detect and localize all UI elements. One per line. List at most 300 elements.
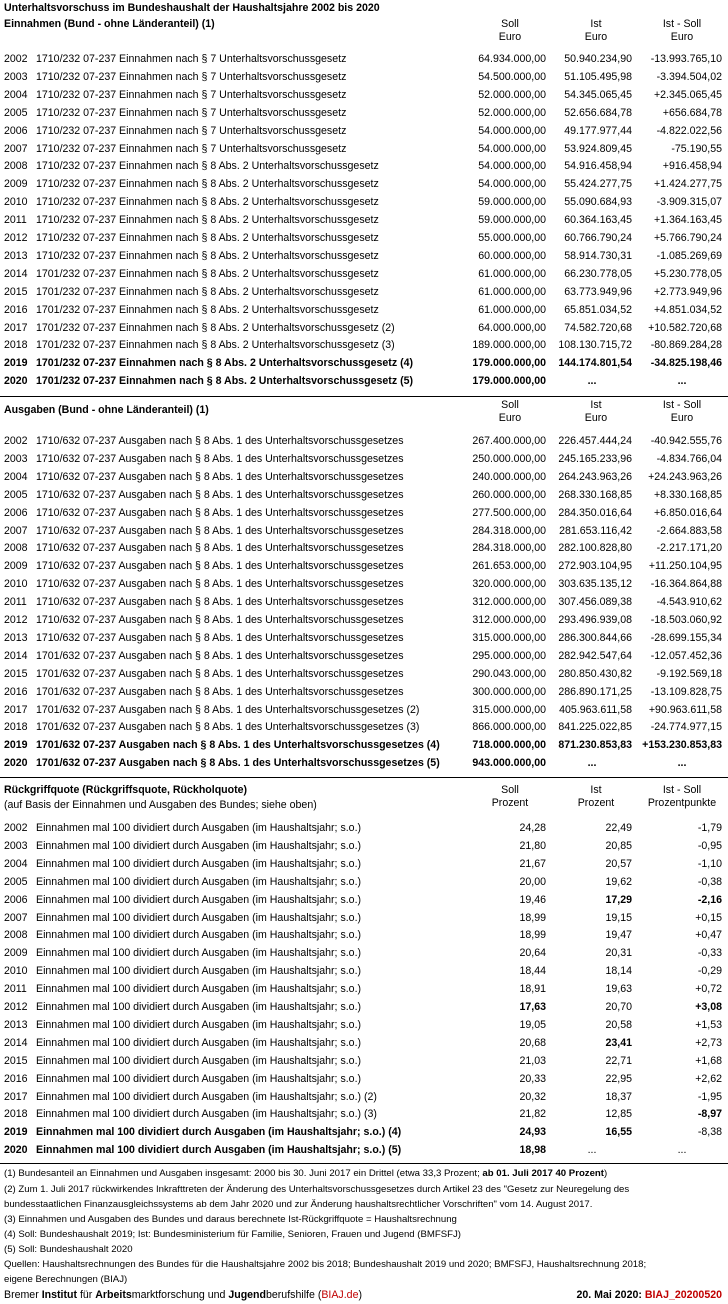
row-soll: 260.000.000,00 xyxy=(472,488,546,501)
row-year: 2010 xyxy=(4,578,28,591)
row-year: 2018 xyxy=(4,339,28,352)
row-year: 2013 xyxy=(4,1018,28,1031)
row-diff: +0,47 xyxy=(695,929,722,942)
row-soll: 17,63 xyxy=(519,1001,546,1013)
row-year: 2017 xyxy=(4,703,28,716)
column-header: Soll xyxy=(501,399,519,411)
row-year: 2005 xyxy=(4,106,28,119)
row-diff: -1.085.269,69 xyxy=(656,249,722,262)
row-year: 2015 xyxy=(4,667,28,680)
row-ist: 50.940.234,90 xyxy=(564,53,632,65)
row-ist: 16,55 xyxy=(605,1126,632,1139)
row-label: 1710/632 07-237 Ausgaben nach § 8 Abs. 1 des Unterhaltsvorschussgesetzes xyxy=(36,578,404,591)
row-diff: ... xyxy=(677,757,687,770)
row-ist: 19,47 xyxy=(605,929,632,942)
row-ist: 60.766.790,24 xyxy=(564,232,632,244)
row-diff: +1.424.277,75 xyxy=(653,178,722,191)
column-header-unit: Euro xyxy=(584,31,608,43)
row-year: 2002 xyxy=(4,53,28,65)
footer-date: 20. Mai 2020: BIAJ_20200520 xyxy=(576,1289,722,1301)
row-year: 2008 xyxy=(4,929,28,942)
row-diff: -40.942.555,76 xyxy=(650,435,722,447)
row-diff: +1.364.163,45 xyxy=(653,214,722,227)
row-year: 2020 xyxy=(4,757,28,770)
row-soll: 18,44 xyxy=(519,965,546,978)
row-year: 2011 xyxy=(4,983,27,996)
row-diff: +1,68 xyxy=(695,1054,722,1067)
row-ist: 52.656.684,78 xyxy=(564,106,632,119)
row-soll: 60.000.000,00 xyxy=(478,249,546,262)
row-soll: 18,98 xyxy=(519,1144,546,1157)
row-ist: 66.230.778,05 xyxy=(564,267,632,280)
row-diff: +2.345.065,45 xyxy=(653,88,722,101)
row-ist: 58.914.730,31 xyxy=(564,249,632,262)
row-soll: 866.000.000,00 xyxy=(472,721,546,734)
row-label: 1701/232 07-237 Einnahmen nach § 8 Abs. 2 Unterhaltsvorschussgesetz (3) xyxy=(36,339,395,352)
row-year: 2009 xyxy=(4,947,28,960)
row-diff: -2,16 xyxy=(697,893,722,906)
row-label: 1710/632 07-237 Ausgaben nach § 8 Abs. 1 des Unterhaltsvorschussgesetzes xyxy=(36,506,404,519)
row-soll: 20,64 xyxy=(519,947,546,960)
row-year: 2012 xyxy=(4,1001,28,1013)
row-year: 2004 xyxy=(4,857,28,870)
row-label: 1701/632 07-237 Ausgaben nach § 8 Abs. 1 des Unterhaltsvorschussgesetzes xyxy=(36,667,404,680)
row-year: 2003 xyxy=(4,452,28,465)
row-soll: 59.000.000,00 xyxy=(478,214,546,227)
row-diff: +656.684,78 xyxy=(662,106,722,119)
row-diff: -13.993.765,10 xyxy=(650,53,722,65)
row-year: 2008 xyxy=(4,160,28,173)
row-diff: -3.909.315,07 xyxy=(656,196,722,209)
row-soll: 61.000.000,00 xyxy=(478,285,546,298)
row-year: 2012 xyxy=(4,614,28,626)
row-year: 2004 xyxy=(4,88,28,101)
row-soll: 24,28 xyxy=(519,822,546,834)
row-diff: -34.825.198,46 xyxy=(650,357,722,370)
column-header-unit: Prozentpunkte xyxy=(647,797,717,809)
row-label: 1710/232 07-237 Einnahmen nach § 7 Unterhaltsvorschussgesetz xyxy=(36,53,347,65)
row-label: 1710/632 07-237 Ausgaben nach § 8 Abs. 1 des Unterhaltsvorschussgesetzes xyxy=(36,488,404,501)
row-ist: 18,37 xyxy=(605,1090,632,1103)
row-ist: 55.090.684,93 xyxy=(564,196,632,209)
row-ist: 282.100.828,80 xyxy=(558,542,632,555)
row-diff: -1,79 xyxy=(697,822,722,834)
row-ist: 17,29 xyxy=(605,893,632,906)
row-label: 1701/232 07-237 Einnahmen nach § 8 Abs. 2 Unterhaltsvorschussgesetz (4) xyxy=(36,357,414,370)
row-ist: 19,15 xyxy=(605,911,632,924)
row-year: 2003 xyxy=(4,839,28,852)
row-ist: ... xyxy=(587,375,597,388)
row-label: Einnahmen mal 100 dividiert durch Ausgaben (im Haushaltsjahr; s.o.) xyxy=(36,965,362,978)
row-label: 1710/632 07-237 Ausgaben nach § 8 Abs. 1 des Unterhaltsvorschussgesetzes xyxy=(36,631,404,644)
row-label: 1701/232 07-237 Einnahmen nach § 8 Abs. 2 Unterhaltsvorschussgesetz (5) xyxy=(36,375,414,388)
row-soll: 24,93 xyxy=(519,1126,546,1139)
row-ist: 54.916.458,94 xyxy=(564,160,632,173)
row-label: 1710/232 07-237 Einnahmen nach § 8 Abs. 2 Unterhaltsvorschussgesetz xyxy=(36,249,379,262)
row-soll: 240.000.000,00 xyxy=(472,470,546,483)
row-soll: 55.000.000,00 xyxy=(478,232,546,244)
row-ist: 55.424.277,75 xyxy=(564,178,632,191)
column-header-unit: Euro xyxy=(498,31,522,43)
row-ist: 282.942.547,64 xyxy=(558,649,632,662)
row-diff: -24.774.977,15 xyxy=(650,721,722,734)
row-soll: 21,82 xyxy=(519,1108,546,1121)
column-header-unit: Prozent xyxy=(577,797,615,809)
row-soll: 312.000.000,00 xyxy=(472,614,546,626)
row-diff: -2.664.883,58 xyxy=(656,524,722,537)
column-header: Soll xyxy=(501,784,519,796)
row-soll: 64.000.000,00 xyxy=(478,321,546,334)
row-label: 1701/632 07-237 Ausgaben nach § 8 Abs. 1 des Unterhaltsvorschussgesetzes (3) xyxy=(36,721,420,734)
row-soll: 21,67 xyxy=(519,857,546,870)
row-year: 2006 xyxy=(4,893,28,906)
row-diff: -4.822.022,56 xyxy=(656,124,722,137)
row-year: 2002 xyxy=(4,822,28,834)
row-soll: 179.000.000,00 xyxy=(472,357,546,370)
row-label: 1710/632 07-237 Ausgaben nach § 8 Abs. 1 des Unterhaltsvorschussgesetzes xyxy=(36,560,404,573)
row-year: 2006 xyxy=(4,124,28,137)
footer-organization: Bremer Institut für Arbeitsmarktforschung und Jugendberufshilfe (BIAJ.de) xyxy=(4,1289,362,1301)
row-diff: +2,62 xyxy=(695,1072,722,1085)
row-label: Einnahmen mal 100 dividiert durch Ausgaben (im Haushaltsjahr; s.o.) xyxy=(36,875,362,888)
row-label: 1701/232 07-237 Einnahmen nach § 8 Abs. 2 Unterhaltsvorschussgesetz (2) xyxy=(36,321,395,334)
row-label: 1701/232 07-237 Einnahmen nach § 8 Abs. 2 Unterhaltsvorschussgesetz xyxy=(36,267,379,280)
row-label: 1701/632 07-237 Ausgaben nach § 8 Abs. 1 des Unterhaltsvorschussgesetzes (5) xyxy=(36,757,440,770)
row-diff: +0,15 xyxy=(695,911,722,924)
row-year: 2002 xyxy=(4,435,28,447)
row-label: 1710/232 07-237 Einnahmen nach § 8 Abs. 2 Unterhaltsvorschussgesetz xyxy=(36,214,379,227)
row-soll: 54.000.000,00 xyxy=(478,142,546,155)
row-diff: -12.057.452,36 xyxy=(650,649,722,662)
row-ist: 871.230.853,83 xyxy=(558,739,632,752)
row-year: 2005 xyxy=(4,488,28,501)
row-diff: +2.773.949,96 xyxy=(653,285,722,298)
column-header: Ist - Soll xyxy=(662,18,702,30)
row-diff: -0,29 xyxy=(697,965,722,978)
row-soll: 54.000.000,00 xyxy=(478,160,546,173)
row-diff: +3,08 xyxy=(695,1001,722,1013)
row-diff: -80.869.284,28 xyxy=(650,339,722,352)
row-ist: 264.243.963,26 xyxy=(558,470,632,483)
row-soll: 320.000.000,00 xyxy=(472,578,546,591)
row-year: 2007 xyxy=(4,142,28,155)
sources-line-2: eigene Berechnungen (BIAJ) xyxy=(4,1274,128,1285)
row-diff: +5.230.778,05 xyxy=(653,267,722,280)
row-year: 2007 xyxy=(4,524,28,537)
row-diff: -0,95 xyxy=(697,839,722,852)
row-diff: -4.834.766,04 xyxy=(656,452,722,465)
row-soll: 19,05 xyxy=(519,1018,546,1031)
row-ist: ... xyxy=(587,757,597,770)
section-heading: Rückgriffquote (Rückgriffsquote, Rückholquote) xyxy=(4,784,248,796)
row-soll: 189.000.000,00 xyxy=(472,339,546,352)
row-label: Einnahmen mal 100 dividiert durch Ausgaben (im Haushaltsjahr; s.o.) xyxy=(36,1036,362,1049)
column-header: Ist xyxy=(590,399,602,411)
column-header-unit: Prozent xyxy=(491,797,529,809)
row-label: Einnahmen mal 100 dividiert durch Ausgaben (im Haushaltsjahr; s.o.) (2) xyxy=(36,1090,377,1103)
row-soll: 179.000.000,00 xyxy=(472,375,546,388)
document-id: BIAJ_20200520 xyxy=(644,1289,722,1301)
biaj-link[interactable]: BIAJ.de xyxy=(321,1289,359,1301)
section-divider xyxy=(0,777,728,778)
row-label: Einnahmen mal 100 dividiert durch Ausgaben (im Haushaltsjahr; s.o.) (5) xyxy=(36,1144,402,1157)
row-label: 1710/632 07-237 Ausgaben nach § 8 Abs. 1 des Unterhaltsvorschussgesetzes xyxy=(36,542,404,555)
row-ist: 841.225.022,85 xyxy=(558,721,632,734)
row-year: 2013 xyxy=(4,249,28,262)
row-ist: 245.165.233,96 xyxy=(558,452,632,465)
row-soll: 18,99 xyxy=(519,929,546,942)
row-diff: +8.330.168,85 xyxy=(653,488,722,501)
row-diff: -1,10 xyxy=(697,857,722,870)
row-soll: 284.318.000,00 xyxy=(472,542,546,555)
row-soll: 943.000.000,00 xyxy=(472,757,546,770)
row-diff: -9.192.569,18 xyxy=(656,667,722,680)
row-soll: 284.318.000,00 xyxy=(472,524,546,537)
row-ist: 284.350.016,64 xyxy=(558,506,632,519)
footnote-2a: (2) Zum 1. Juli 2017 rückwirkendes Inkrafttreten der Änderung des Unterhaltsvorschussgesetzes durch Artikel 23 des "Gesetz zur Neuregelung des xyxy=(4,1184,630,1195)
column-header-unit: Euro xyxy=(584,412,608,424)
row-year: 2016 xyxy=(4,1072,28,1085)
row-label: Einnahmen mal 100 dividiert durch Ausgaben (im Haushaltsjahr; s.o.) xyxy=(36,983,362,996)
row-soll: 21,03 xyxy=(519,1054,546,1067)
row-label: 1701/632 07-237 Ausgaben nach § 8 Abs. 1 des Unterhaltsvorschussgesetzes (2) xyxy=(36,703,420,716)
row-label: 1710/232 07-237 Einnahmen nach § 7 Unterhaltsvorschussgesetz xyxy=(36,124,347,137)
row-label: 1710/232 07-237 Einnahmen nach § 8 Abs. 2 Unterhaltsvorschussgesetz xyxy=(36,232,379,244)
row-year: 2005 xyxy=(4,875,28,888)
section-subheading: (auf Basis der Einnahmen und Ausgaben des Bundes; siehe oben) xyxy=(4,799,317,811)
row-ist: 22,71 xyxy=(605,1054,632,1067)
footnote-3: (3) Einnahmen und Ausgaben des Bundes und daraus berechnete Ist-Rückgriffquote = Haushaltsrechnung xyxy=(4,1214,457,1225)
row-ist: 20,85 xyxy=(605,839,632,852)
section-heading: Einnahmen (Bund - ohne Länderanteil) (1) xyxy=(4,18,215,30)
row-year: 2019 xyxy=(4,739,28,752)
row-soll: 54.000.000,00 xyxy=(478,124,546,137)
row-ist: 20,58 xyxy=(605,1018,632,1031)
row-ist: ... xyxy=(587,1144,597,1157)
row-ist: 23,41 xyxy=(605,1036,632,1049)
row-diff: +916.458,94 xyxy=(662,160,722,173)
row-ist: 405.963.611,58 xyxy=(559,703,632,716)
row-diff: +24.243.963,26 xyxy=(648,470,722,483)
row-ist: 307.456.089,38 xyxy=(558,596,632,609)
row-diff: -28.699.155,34 xyxy=(650,631,722,644)
row-soll: 20,32 xyxy=(519,1090,546,1103)
row-diff: -8,38 xyxy=(697,1126,722,1139)
row-year: 2016 xyxy=(4,685,28,698)
row-year: 2003 xyxy=(4,70,28,83)
row-diff: -4.543.910,62 xyxy=(656,596,722,609)
row-soll: 277.500.000,00 xyxy=(472,506,546,519)
row-soll: 290.043.000,00 xyxy=(472,667,546,680)
column-header-unit: Euro xyxy=(670,412,694,424)
row-diff: +153.230.853,83 xyxy=(642,739,722,752)
row-year: 2006 xyxy=(4,506,28,519)
row-label: 1701/232 07-237 Einnahmen nach § 8 Abs. 2 Unterhaltsvorschussgesetz xyxy=(36,285,379,298)
row-ist: 74.582.720,68 xyxy=(564,321,632,334)
row-ist: 226.457.444,24 xyxy=(558,435,632,447)
row-label: 1701/632 07-237 Ausgaben nach § 8 Abs. 1 des Unterhaltsvorschussgesetzes xyxy=(36,685,404,698)
section-heading: Ausgaben (Bund - ohne Länderanteil) (1) xyxy=(4,404,209,416)
row-soll: 54.000.000,00 xyxy=(478,178,546,191)
row-ist: 51.105.495,98 xyxy=(564,70,632,83)
row-ist: 12,85 xyxy=(605,1108,632,1121)
row-year: 2008 xyxy=(4,542,28,555)
row-year: 2018 xyxy=(4,721,28,734)
row-ist: 19,63 xyxy=(605,983,632,996)
column-header: Soll xyxy=(501,18,519,30)
row-soll: 64.934.000,00 xyxy=(478,53,546,65)
row-soll: 20,00 xyxy=(519,875,546,888)
row-soll: 250.000.000,00 xyxy=(472,452,546,465)
row-year: 2011 xyxy=(4,214,27,227)
row-ist: 20,70 xyxy=(605,1001,632,1013)
row-label: Einnahmen mal 100 dividiert durch Ausgaben (im Haushaltsjahr; s.o.) (4) xyxy=(36,1126,402,1139)
column-header: Ist xyxy=(590,18,602,30)
row-diff: -75.190,55 xyxy=(671,142,722,155)
row-label: Einnahmen mal 100 dividiert durch Ausgaben (im Haushaltsjahr; s.o.) xyxy=(36,839,362,852)
row-diff: -2.217.171,20 xyxy=(656,542,722,555)
row-ist: 49.177.977,44 xyxy=(564,124,632,137)
row-ist: 54.345.065,45 xyxy=(564,88,632,101)
row-ist: 286.300.844,66 xyxy=(558,631,632,644)
column-header: Ist - Soll xyxy=(662,784,702,796)
row-label: Einnahmen mal 100 dividiert durch Ausgaben (im Haushaltsjahr; s.o.) xyxy=(36,911,362,924)
row-soll: 300.000.000,00 xyxy=(472,685,546,698)
row-year: 2009 xyxy=(4,178,28,191)
row-diff: +6.850.016,64 xyxy=(653,506,722,519)
row-ist: 280.850.430,82 xyxy=(558,667,632,680)
column-header: Ist xyxy=(590,784,602,796)
row-year: 2016 xyxy=(4,303,28,316)
row-soll: 295.000.000,00 xyxy=(472,649,546,662)
row-label: Einnahmen mal 100 dividiert durch Ausgaben (im Haushaltsjahr; s.o.) xyxy=(36,947,362,960)
row-year: 2017 xyxy=(4,321,28,334)
row-year: 2018 xyxy=(4,1108,28,1121)
row-year: 2009 xyxy=(4,560,28,573)
row-diff: -16.364.864,88 xyxy=(650,578,722,591)
row-label: 1710/232 07-237 Einnahmen nach § 8 Abs. 2 Unterhaltsvorschussgesetz xyxy=(36,160,379,173)
row-ist: 293.496.939,08 xyxy=(558,614,632,626)
row-ist: 22,95 xyxy=(605,1072,632,1085)
row-soll: 59.000.000,00 xyxy=(478,196,546,209)
row-label: 1710/232 07-237 Einnahmen nach § 7 Unterhaltsvorschussgesetz xyxy=(36,88,347,101)
row-year: 2012 xyxy=(4,232,28,244)
row-label: Einnahmen mal 100 dividiert durch Ausgaben (im Haushaltsjahr; s.o.) (3) xyxy=(36,1108,377,1121)
row-year: 2020 xyxy=(4,375,28,388)
row-ist: 144.174.801,54 xyxy=(558,357,632,370)
row-label: 1710/232 07-237 Einnahmen nach § 7 Unterhaltsvorschussgesetz xyxy=(36,70,347,83)
section-divider xyxy=(0,396,728,397)
row-year: 2019 xyxy=(4,357,28,370)
row-diff: +1,53 xyxy=(695,1018,722,1031)
row-year: 2010 xyxy=(4,965,28,978)
row-soll: 312.000.000,00 xyxy=(472,596,546,609)
row-ist: 20,31 xyxy=(605,947,632,960)
row-ist: 108.130.715,72 xyxy=(558,339,632,352)
row-diff: -0,38 xyxy=(697,875,722,888)
row-label: 1710/632 07-237 Ausgaben nach § 8 Abs. 1 des Unterhaltsvorschussgesetzes xyxy=(36,524,404,537)
column-header-unit: Euro xyxy=(498,412,522,424)
row-label: Einnahmen mal 100 dividiert durch Ausgaben (im Haushaltsjahr; s.o.) xyxy=(36,822,362,834)
footnotes-divider xyxy=(0,1163,728,1164)
row-year: 2015 xyxy=(4,1054,28,1067)
footnote-4: (4) Soll: Bundeshaushalt 2019; Ist: Bundesministerium für Familie, Senioren, Frauen und Jugend (BMFSFJ) xyxy=(4,1229,461,1240)
footnote-2b: bundesstaatlichen Finanzausgleichssystems ab dem Jahr 2020 und zur Änderung haushaltsrechtlicher Vorschriften" vom 14. August 2017. xyxy=(4,1199,593,1210)
row-label: Einnahmen mal 100 dividiert durch Ausgaben (im Haushaltsjahr; s.o.) xyxy=(36,1018,362,1031)
row-ist: 60.364.163,45 xyxy=(564,214,632,227)
row-year: 2014 xyxy=(4,1036,28,1049)
row-year: 2011 xyxy=(4,596,27,609)
row-soll: 315.000.000,00 xyxy=(472,703,546,716)
row-soll: 20,33 xyxy=(519,1072,546,1085)
footnote-5: (5) Soll: Bundeshaushalt 2020 xyxy=(4,1244,133,1255)
row-diff: -3.394.504,02 xyxy=(656,70,722,83)
row-year: 2017 xyxy=(4,1090,28,1103)
row-ist: 303.635.135,12 xyxy=(558,578,632,591)
row-ist: 286.890.171,25 xyxy=(558,685,632,698)
row-diff: -1,95 xyxy=(697,1090,722,1103)
row-label: 1710/632 07-237 Ausgaben nach § 8 Abs. 1 des Unterhaltsvorschussgesetzes xyxy=(36,470,404,483)
row-soll: 20,68 xyxy=(519,1036,546,1049)
row-diff: +2,73 xyxy=(695,1036,722,1049)
document-title: Unterhaltsvorschuss im Bundeshaushalt der Haushaltsjahre 2002 bis 2020 xyxy=(4,2,380,14)
row-ist: 63.773.949,96 xyxy=(564,285,632,298)
row-label: Einnahmen mal 100 dividiert durch Ausgaben (im Haushaltsjahr; s.o.) xyxy=(36,893,362,906)
row-diff: +5.766.790,24 xyxy=(653,232,722,244)
row-diff: +0,72 xyxy=(695,983,722,996)
row-soll: 18,91 xyxy=(519,983,546,996)
row-year: 2020 xyxy=(4,1144,28,1157)
row-soll: 61.000.000,00 xyxy=(478,303,546,316)
row-soll: 315.000.000,00 xyxy=(472,631,546,644)
row-label: 1710/232 07-237 Einnahmen nach § 7 Unterhaltsvorschussgesetz xyxy=(36,142,347,155)
row-diff: +4.851.034,52 xyxy=(653,303,722,316)
row-year: 2015 xyxy=(4,285,28,298)
row-diff: -13.109.828,75 xyxy=(650,685,722,698)
row-label: 1710/232 07-237 Einnahmen nach § 8 Abs. 2 Unterhaltsvorschussgesetz xyxy=(36,196,379,209)
row-label: 1710/632 07-237 Ausgaben nach § 8 Abs. 1 des Unterhaltsvorschussgesetzes xyxy=(36,596,404,609)
row-soll: 19,46 xyxy=(519,893,546,906)
row-ist: 18,14 xyxy=(605,965,632,978)
row-label: Einnahmen mal 100 dividiert durch Ausgaben (im Haushaltsjahr; s.o.) xyxy=(36,857,362,870)
row-year: 2014 xyxy=(4,267,28,280)
footnote-1: (1) Bundesanteil an Einnahmen und Ausgaben insgesamt: 2000 bis 30. Juni 2017 ein Drittel (etwa 33,3 Prozent; ab 01. Juli 2017 40 Prozent) xyxy=(4,1168,608,1179)
row-label: 1710/632 07-237 Ausgaben nach § 8 Abs. 1 des Unterhaltsvorschussgesetzes xyxy=(36,435,404,447)
row-diff: +10.582.720,68 xyxy=(648,321,722,334)
row-label: 1701/632 07-237 Ausgaben nach § 8 Abs. 1 des Unterhaltsvorschussgesetzes xyxy=(36,649,404,662)
row-diff: ... xyxy=(677,375,687,388)
row-year: 2013 xyxy=(4,631,28,644)
row-ist: 281.653.116,42 xyxy=(559,524,632,537)
row-year: 2007 xyxy=(4,911,28,924)
row-label: 1710/632 07-237 Ausgaben nach § 8 Abs. 1 des Unterhaltsvorschussgesetzes xyxy=(36,614,404,626)
row-ist: 268.330.168,85 xyxy=(558,488,632,501)
row-label: Einnahmen mal 100 dividiert durch Ausgaben (im Haushaltsjahr; s.o.) xyxy=(36,1054,362,1067)
row-label: 1710/232 07-237 Einnahmen nach § 8 Abs. 2 Unterhaltsvorschussgesetz xyxy=(36,178,379,191)
row-label: Einnahmen mal 100 dividiert durch Ausgaben (im Haushaltsjahr; s.o.) xyxy=(36,1072,362,1085)
column-header: Ist - Soll xyxy=(662,399,702,411)
row-label: 1710/632 07-237 Ausgaben nach § 8 Abs. 1 des Unterhaltsvorschussgesetzes xyxy=(36,452,404,465)
row-diff: -0,33 xyxy=(697,947,722,960)
row-soll: 267.400.000,00 xyxy=(472,435,546,447)
row-ist: 53.924.809,45 xyxy=(564,142,632,155)
row-year: 2004 xyxy=(4,470,28,483)
row-soll: 18,99 xyxy=(519,911,546,924)
row-diff: +11.250.104,95 xyxy=(648,560,722,573)
row-soll: 54.500.000,00 xyxy=(478,70,546,83)
row-year: 2019 xyxy=(4,1126,28,1139)
row-ist: 272.903.104,95 xyxy=(558,560,632,573)
